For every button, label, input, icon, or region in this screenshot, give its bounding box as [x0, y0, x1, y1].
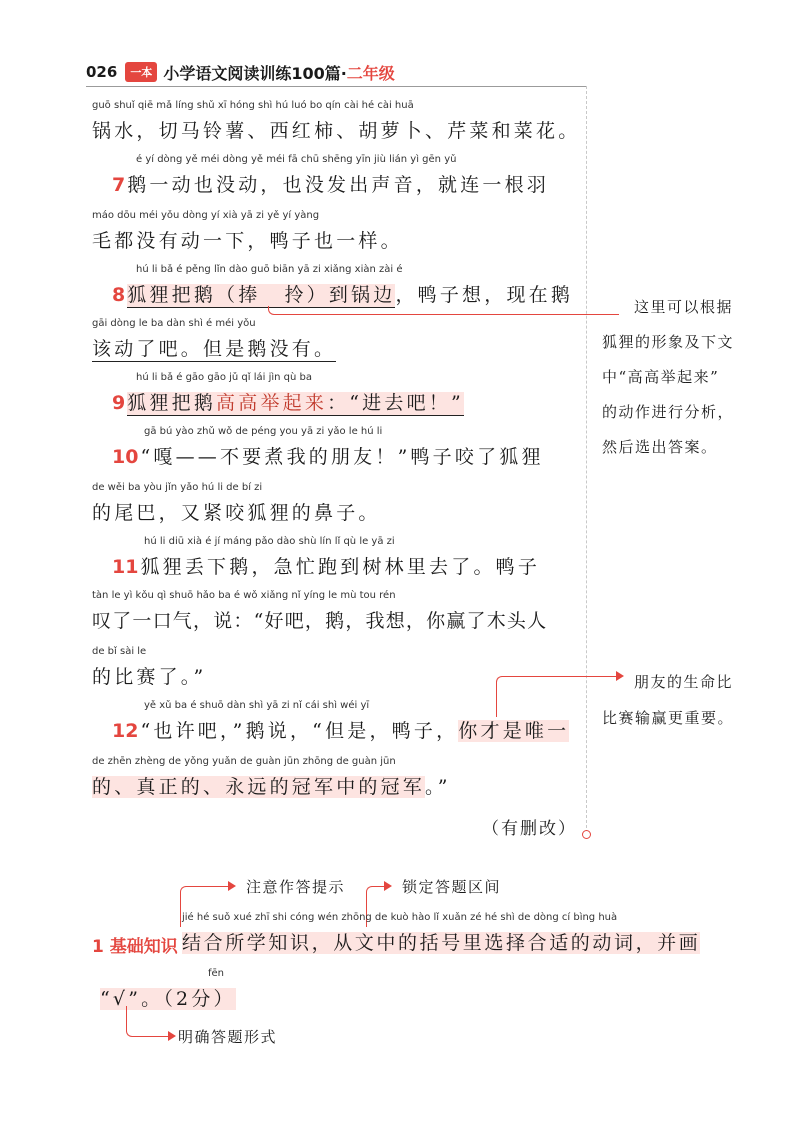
pinyin-row: hú li bǎ é gāo gāo jǔ qǐ lái jìn qù ba — [136, 372, 312, 383]
hint-answer-form: 明确答题形式 — [178, 1028, 278, 1046]
pinyin-row: fēn — [208, 968, 225, 979]
pinyin-row: hú li diū xià é jí máng pǎo dào shù lín lǐ qù le yā zi — [144, 536, 395, 547]
pinyin-row: de zhēn zhèng de yǒng yuǎn de guàn jūn zhōng de guàn jūn — [92, 756, 396, 767]
text-line — [92, 756, 572, 800]
text-line — [92, 590, 572, 634]
pinyin-row: de bǐ sài le — [92, 646, 147, 657]
paragraph-number: 10 — [112, 446, 139, 468]
text-line — [92, 426, 572, 470]
hanzi-row: 的、真正的、永远的冠军中的冠军。” — [92, 776, 451, 798]
hanzi-highlight: 真正的、永远的冠军中的冠军 — [136, 776, 426, 798]
hanzi-row: 的比赛了。” — [92, 666, 207, 688]
pinyin-row: yě xǔ ba é shuō dàn shì yā zi nǐ cái shì wéi yī — [144, 700, 370, 711]
connector-line — [268, 306, 619, 315]
hanzi-row — [112, 170, 572, 197]
text-line — [92, 318, 572, 362]
hanzi-row — [112, 716, 572, 743]
pinyin-row: é yí dòng yě méi dòng yě méi fā chū shēng yīn jiù lián yì gēn yǔ — [136, 154, 457, 165]
question-line — [100, 968, 580, 1012]
paragraph-number: 11 — [112, 556, 139, 578]
text-line — [92, 372, 572, 416]
text-line — [92, 482, 572, 526]
paragraph-number: 9 — [112, 392, 126, 414]
header-divider — [86, 86, 586, 87]
pinyin-row: gā bú yào zhǔ wǒ de péng you yā zi yǎo le hú li — [144, 426, 383, 437]
paragraph-number: 12 — [112, 720, 139, 742]
hanzi-text: ，鸭子想，现在鹅 — [395, 284, 574, 306]
hint-answer-tips: 注意作答提示 — [246, 878, 346, 896]
hanzi-row: 毛都没有动一下，鸭子也一样。 — [92, 230, 403, 252]
hanzi-row: 锅水，切马铃薯、西红柿、胡萝卜、芹菜和菜花。 — [92, 120, 581, 142]
text-line — [92, 154, 572, 198]
hanzi-text: 狐狸丢下鹅，急忙跑到树林里去了。鸭子 — [140, 556, 541, 578]
pinyin-row: jié hé suǒ xué zhī shi cóng wén zhōng de kuò hào lǐ xuǎn zé hé shì de dòng cí bìng huà — [182, 912, 618, 923]
question-text: “√”。（2分） — [100, 988, 236, 1010]
hanzi-row — [112, 442, 572, 469]
pinyin-row: máo dōu méi yǒu dòng yí xià yā zi yě yí yàng — [92, 210, 320, 221]
pinyin-row: de wěi ba yòu jǐn yǎo hú li de bí zi — [92, 482, 263, 493]
margin-dot — [582, 830, 591, 839]
page-header — [86, 58, 395, 86]
hanzi-text: “也许吧，”鹅说，“但是，鸭子， — [140, 720, 459, 742]
hanzi-row: 的尾巴，又紧咬狐狸的鼻子。 — [92, 502, 381, 524]
hanzi-highlight: 你才是唯一 — [458, 720, 570, 742]
arrow-icon — [616, 671, 624, 681]
margin-divider — [586, 86, 587, 833]
hanzi-row — [112, 552, 572, 579]
text-line — [92, 100, 581, 144]
hanzi-row — [92, 334, 572, 361]
pinyin-row: guō shuǐ qiē mǎ líng shǔ xī hóng shì hú luó bo qín cài hé cài huā — [92, 100, 414, 111]
side-note-friendship: 朋友的生命比 比赛输赢更重要。 — [602, 673, 735, 727]
source-note: （有删改） — [482, 819, 577, 839]
connector-line — [126, 1006, 169, 1037]
hanzi-highlight: 狐狸把鹅（捧 拎）到锅边 — [127, 284, 396, 306]
question-text: 结合所学知识，从文中的括号里选择合适的动词，并画 — [182, 932, 701, 954]
question-tag: 1 基础知识 — [92, 937, 178, 957]
paragraph-number: 8 — [112, 284, 126, 306]
arrow-icon — [168, 1031, 176, 1041]
hanzi-underlined: 该动了吧。但是鹅没有。 — [92, 338, 337, 360]
connector-line — [496, 676, 617, 717]
pinyin-row: tàn le yì kǒu qì shuō hǎo ba é wǒ xiǎng nǐ yíng le mù tou rén — [92, 590, 396, 601]
text-line — [92, 536, 572, 580]
paragraph-number: 7 — [112, 174, 126, 196]
hanzi-row — [112, 388, 572, 415]
pinyin-row: hú li bǎ é pěng lǐn dào guō biān yā zi xiǎng xiàn zài é — [136, 264, 403, 275]
hanzi-text: 鹅一动也没动，也没发出声音，就连一根羽 — [127, 174, 550, 196]
text-line — [92, 210, 572, 254]
series-logo: 一本 — [125, 62, 157, 82]
hanzi-row — [112, 280, 572, 307]
question-line — [182, 912, 782, 956]
hanzi-text: “嘎——不要煮我的朋友！”鸭子咬了狐狸 — [140, 446, 544, 468]
page-number: 026 — [86, 63, 118, 81]
arrow-icon — [228, 881, 236, 891]
grade-label: 二年级 — [346, 63, 395, 83]
hint-answer-range: 锁定答题区间 — [402, 878, 502, 896]
text-line — [92, 264, 572, 308]
hanzi-highlight: 狐狸把鹅高高举起来：“进去吧！” — [127, 392, 464, 414]
arrow-icon — [384, 881, 392, 891]
hanzi-row: 叹了一口气，说：“好吧，鹅，我想，你赢了木头人 — [92, 610, 548, 632]
pinyin-row: gāi dòng le ba dàn shì é méi yǒu — [92, 318, 256, 329]
book-title: 小学语文阅读训练100篇· — [163, 63, 347, 83]
side-note-form: 这里可以根据 狐狸的形象及下文 中“高高举起来” 的动作进行分析， 然后选出答案。 — [602, 298, 735, 456]
